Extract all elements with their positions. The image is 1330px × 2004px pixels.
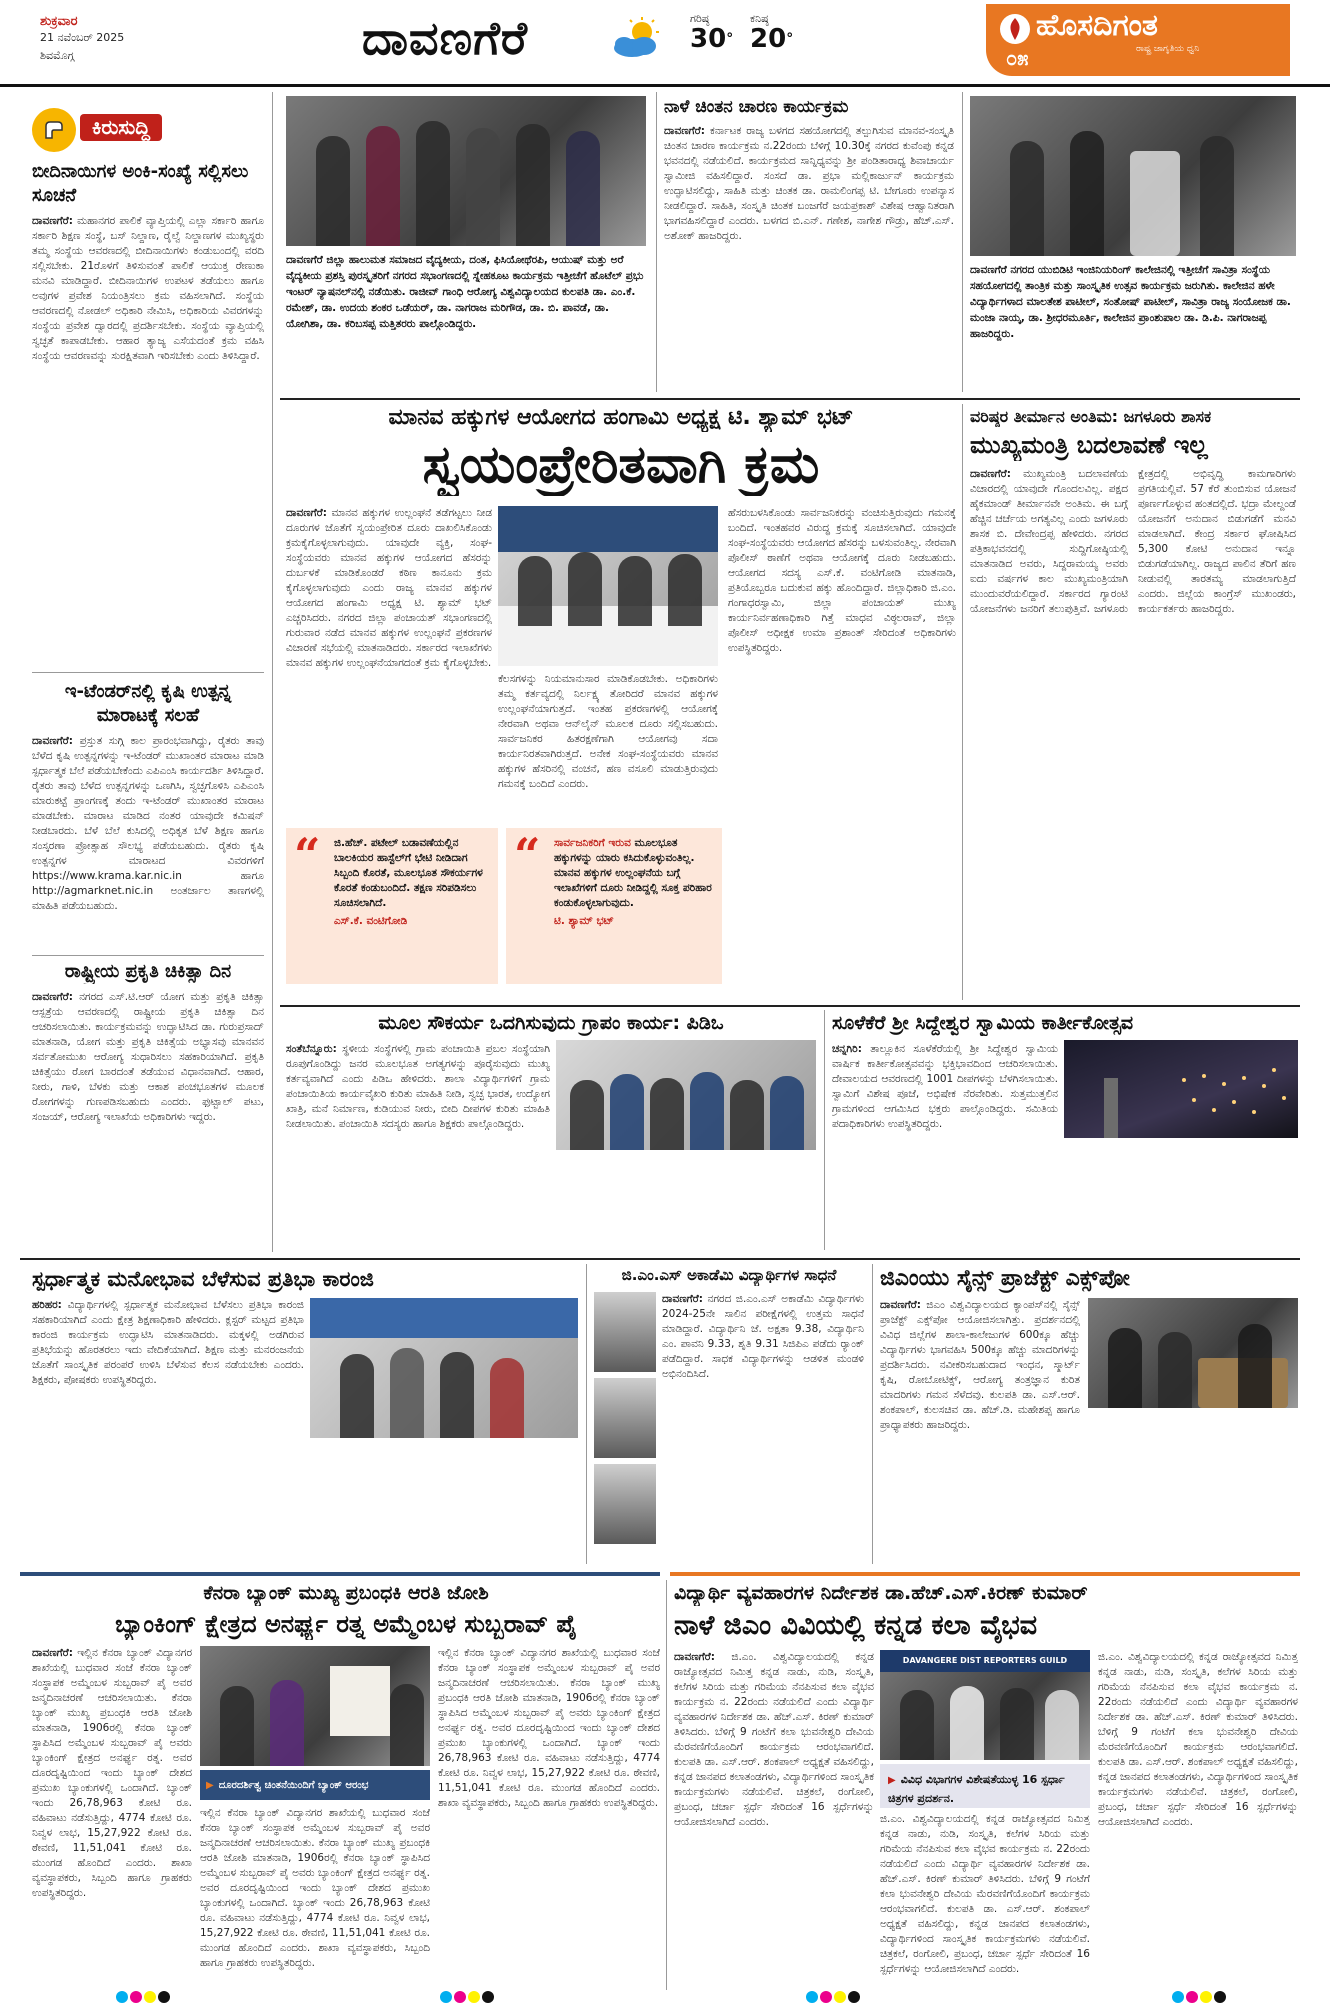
reg-dot	[1200, 1991, 1212, 2003]
logo-emblem-icon	[1000, 14, 1030, 44]
max-temp-label: ಗರಿಷ್ಠ	[690, 12, 710, 25]
brief-naturopathy-headline: ರಾಷ್ಟ್ರೀಯ ಪ್ರಕೃತಿ ಚಿಕಿತ್ಸಾ ದಿನ	[64, 961, 232, 982]
masthead-date-block	[40, 14, 240, 63]
max-temp-degree: °	[726, 31, 734, 47]
karthikotsava-dateline: ಚನ್ನಗಿರಿ:	[832, 1043, 862, 1055]
photo-ubdt-fest	[970, 96, 1296, 256]
max-temp-block	[690, 12, 750, 52]
story-chintana-charana	[664, 96, 954, 392]
kirusuddi-badge	[32, 108, 204, 152]
play-triangle-icon: ▶	[206, 1780, 214, 1791]
min-temp-block	[750, 12, 810, 52]
pinch-hand-icon	[32, 108, 76, 152]
divider	[32, 955, 264, 956]
reg-dot	[820, 1991, 832, 2003]
lead-body-col3: ಹೆಸರುಬಳಸಿಕೊಂಡು ಸಾರ್ವಜನಿಕರನ್ನು ವಂಚಿಸುತ್ತಿರುವುದು ಗಮನಕ್ಕೆ ಬಂದಿದೆ. ಇಂತಹವರ ವಿರುದ್ಧ ಕ್ರಮಕ್ಕೆ ಸೂಚಿಸಲಾಗಿದೆ. ಯಾವುದೇ ಸಂಘ-ಸಂಸ್ಥೆಯವರು ಆಯೋಗದ ಹೆಸರನ್ನು ಬಳಸುವಂತಿಲ್ಲ. ನೇರವಾಗಿ ಪೊಲೀಸ್ ಠಾಣೆಗೆ ಅಥವಾ ಆಯೋಗಕ್ಕೆ ದೂರು ನೀಡಬಹುದು. ಆಯೋಗದ ಸದಸ್ಯ ಎಸ್.ಕೆ. ವಂಟಿಗೋಡಿ ಮಾತನಾಡಿ, ಪ್ರತಿಯೊಬ್ಬರೂ ಬದುಕುವ ಹಕ್ಕು ಹೊಂದಿದ್ದಾರೆ. ಜಿಲ್ಲಾಧಿಕಾರಿ ಜಿ.ಎಂ. ಗಂಗಾಧರಸ್ವಾಮಿ, ಜಿಲ್ಲಾ ಪಂಚಾಯತ್ ಮುಖ್ಯ ಕಾರ್ಯನಿರ್ವಹಣಾಧಿಕಾರಿ ಗಿತ್ತೆ ಮಾಧವ ವಿಠ್ಠಲರಾವ್, ಜಿಲ್ಲಾ ಪೊಲೀಸ್ ಅಧೀಕ್ಷಕ ಉಮಾ ಪ್ರಶಾಂತ್ ಸೇರಿದಂತೆ ಅಧಿಕಾರಿಗಳು ಉಪಸ್ಥಿತರಿದ್ದರು.	[728, 507, 956, 654]
divider	[32, 672, 264, 673]
pdo-dateline: ಸಂತೆಬೆನ್ನೂರು:	[286, 1043, 337, 1055]
reg-dot	[848, 1991, 860, 2003]
chintana-headline: ನಾಳೆ ಚಿಂತನ ಚಾರಣ ಕಾರ್ಯಕ್ರಮ	[664, 97, 849, 117]
brief-stray-dogs-dateline: ದಾವಣಗೆರೆ:	[32, 215, 73, 227]
reg-dot	[440, 1991, 452, 2003]
paper-logo	[986, 4, 1290, 76]
brief-e-tender-body: ಪ್ರಸ್ತುತ ಸುಗ್ಗಿ ಕಾಲ ಪ್ರಾರಂಭವಾಗಿದ್ದು, ರೈತರು ತಾವು ಬೆಳೆದ ಕೃಷಿ ಉತ್ಪನ್ನಗಳನ್ನು ಇ-ಟೆಂಡರ್ ಮುಖಾಂತರ ಮಾರಾಟ ಮಾಡಿ ಸ್ಪರ್ಧಾತ್ಮಕ ಬೆಲೆ ಪಡೆಯಬೇಕೆಂದು ಎಪಿಎಂಸಿ ಕಾರ್ಯದರ್ಶಿ ತಿಳಿಸಿದ್ದಾರೆ. ರೈತರು ತಾವು ಬೆಳೆದ ಉತ್ಪನ್ನಗಳನ್ನು ಒಣಗಿಸಿ, ಸ್ವಚ್ಛಗೊಳಿಸಿ ಎಪಿಎಂಸಿ ಮಾರುಕಟ್ಟೆ ಪ್ರಾಂಗಣಕ್ಕೆ ತಂದು ಇ-ಟೆಂಡರ್ ಮುಖಾಂತರ ಮಾರಾಟ ಮಾಡಬೇಕು. ಮಾರಾಟ ಮಾಡಿದ ನಂತರ ಯಾವುದೇ ಕಮಿಷನ್ ನೀಡಬಾರದು. ಬೆಳೆ ಬೆಲೆ ಕುಸಿದಲ್ಲಿ ಅಧಿಕೃತ ಬೆಳೆ ಶಿಕ್ಷಣ ಹಾಗೂ ಸಂಸ್ಕರಣಾ ಪ್ರೋತ್ಸಾಹ ಸೌಲಭ್ಯ ಪಡೆಯಬಹುದು. ರೈತರು ಕೃಷಿ ಉತ್ಪನ್ನಗಳ ಮಾರಾಟದ ವಿವರಗಳಿಗೆ https://www.krama.kar.nic.in ಹಾಗೂ http://agmarknet.nic.in ಅಂತರ್ಜಾಲ ತಾಣಗಳಲ್ಲಿ ಮಾಹಿತಿ ಪಡೆಯಬಹುದು.	[32, 735, 264, 912]
photo-pratibha-karanji	[310, 1298, 578, 1438]
column-divider	[272, 92, 273, 1252]
min-temp-value: 20	[750, 24, 787, 54]
expo-body: ಜಿಎಂ ವಿಶ್ವವಿದ್ಯಾಲಯದ ಕ್ಯಾಂಪಸ್‌ನಲ್ಲಿ ಸೈನ್ಸ್ ಪ್ರಾಜೆಕ್ಟ್ ಎಕ್ಸ್‌ಪೋ ಆಯೋಜಿಸಲಾಗಿತ್ತು. ಪ್ರದರ್ಶನದಲ್ಲಿ ವಿವಿಧ ಜಿಲ್ಲೆಗಳ ಶಾಲಾ-ಕಾಲೇಜುಗಳ 600ಕ್ಕೂ ಹೆಚ್ಚು ವಿದ್ಯಾರ್ಥಿಗಳು ಭಾಗವಹಿಸಿ 500ಕ್ಕೂ ಹೆಚ್ಚು ಮಾದರಿಗಳನ್ನು ಪ್ರದರ್ಶಿಸಿದರು. ನವೀಕರಿಸಬಹುದಾದ ಇಂಧನ, ಸ್ಮಾರ್ಟ್ ಕೃಷಿ, ರೋಬೋಟಿಕ್ಸ್, ಆರೋಗ್ಯ ತಂತ್ರಜ್ಞಾನ ಕುರಿತ ಮಾದರಿಗಳು ಗಮನ ಸೆಳೆದವು. ಕುಲಪತಿ ಡಾ. ಎಸ್.ಆರ್. ಶಂಕಪಾಲ್, ಕುಲಸಚಿವ ಡಾ. ಹೆಚ್.ಡಿ. ಮಹೇಶಪ್ಪ ಹಾಗೂ ಪ್ರಾಧ್ಯಾಪಕರು ಹಾಜರಿದ್ದರು.	[880, 1299, 1080, 1431]
photo-press-meet	[880, 1650, 1090, 1760]
reg-dot	[806, 1991, 818, 2003]
registration-marks-left	[116, 1988, 172, 2004]
photo-pdo-students	[556, 1040, 816, 1150]
photo-canara-bank	[200, 1646, 430, 1766]
lead-body-col1: ಮಾನವ ಹಕ್ಕುಗಳ ಉಲ್ಲಂಘನೆ ತಡೆಗಟ್ಟಲು ನೀಡ ದೂರುಗಳ ಜೊತೆಗೆ ಸ್ವಯಂಪ್ರೇರಿತ ದೂರು ದಾಖಲಿಸಿಕೊಂಡು ಕ್ರಮಕೈಗೊಳ್ಳಲಾಗುವುದು. ಯಾವುದೇ ವ್ಯಕ್ತಿ, ಸಂಘ-ಸಂಸ್ಥೆಯವರು ಮಾನವ ಹಕ್ಕುಗಳ ಆಯೋಗದ ಹೆಸರನ್ನು ದುರ್ಬಳಕೆ ಮಾಡಿಕೊಂಡರೆ ಕಠಿಣ ಕಾನೂನು ಕ್ರಮ ಕೈಗೊಳ್ಳಲಾಗುವುದು ಎಂದು ರಾಜ್ಯ ಮಾನವ ಹಕ್ಕುಗಳ ಆಯೋಗದ ಹಂಗಾಮಿ ಅಧ್ಯಕ್ಷ ಟಿ. ಶ್ಯಾಮ್ ಭಟ್ ಎಚ್ಚರಿಸಿದರು. ನಗರದ ಜಿಲ್ಲಾ ಪಂಚಾಯತ್ ಸಭಾಂಗಣದಲ್ಲಿ ಗುರುವಾರ ನಡೆದ ಮಾನವ ಹಕ್ಕುಗಳ ಉಲ್ಲಂಘನೆ ಪ್ರಕರಣಗಳ ವಿಚಾರಣೆ ಸಭೆಯಲ್ಲಿ ಮಾತನಾಡಿದರು. ಸರ್ಕಾರದ ಇಲಾಖೆಗಳು ಮಾನವ ಹಕ್ಕುಗಳ ಉಲ್ಲಂಘನೆಯಾಗದಂತೆ ಕ್ರಮ ಕೈಗೊಳ್ಳಬೇಕು.	[286, 507, 492, 669]
reg-dot	[482, 1991, 494, 2003]
section-rule	[280, 1005, 1300, 1007]
caption-medical-felicitation: ದಾವಣಗೆರೆ ಜಿಲ್ಲಾ ಹಾಲುಮತ ಸಮಾಜದ ವೈದ್ಯಕೀಯ, ದಂತ, ಫಿಸಿಯೋಥೆರಪಿ, ಆಯುಷ್ ಮತ್ತು ಅರೆ ವೈದ್ಯಕೀಯ ಪ್ರಶಸ್ತಿ ಪುರಸ್ಕೃತರಿಗೆ ನಗರದ ಸಭಾಂಗಣದಲ್ಲಿ ಸ್ನೇಹಕೂಟ ಕಾರ್ಯಕ್ರಮ ಇತ್ತೀಚೆಗೆ ಹೊಟೆಲ್ ಪ್ರಭು ಇಂಟರ್ ನ್ಯಾಷನಲ್‌ನಲ್ಲಿ ನಡೆಯಿತು. ರಾಜೀವ್ ಗಾಂಧಿ ಆರೋಗ್ಯ ವಿಶ್ವವಿದ್ಯಾಲಯದ ಕುಲಪತಿ ಡಾ. ಎಂ.ಕೆ. ರಮೇಶ್, ಡಾ. ಉದಯ ಶಂಕರ ಒಡೆಯರ್, ಡಾ. ನಾಗರಾಜ ಮರಿಗೌಡ, ಡಾ. ಬಿ. ಪಾವಡೆ, ಡಾ. ಯೋಗಿಶಾ, ಡಾ. ಕರಿಬಸಪ್ಪ ಮತ್ತಿತರರು ಪಾಲ್ಗೊಂಡಿದ್ದರು.	[286, 254, 644, 330]
section-rule	[20, 1572, 660, 1576]
lead-headline: ಸ್ವಯಂಪ್ರೇರಿತವಾಗಿ ಕ್ರಮ	[422, 435, 820, 495]
brief-e-tender	[32, 680, 264, 950]
registration-marks-right	[1172, 1988, 1228, 2004]
chintana-body: ಕರ್ನಾಟಕ ರಾಜ್ಯ ಬಳಗದ ಸಹಯೋಗದಲ್ಲಿ ತಲ್ಪುಗಿಸುವ ಮಾನವ-ಸಂಸ್ಕೃತಿ ಚಿಂತನ ಚಾರಣ ಕಾರ್ಯಕ್ರಮ ನ.22ರಂದು ಬೆಳಿಗ್ಗೆ 10.30ಕ್ಕೆ ನಗರದ ಕುವೆಂಪು ಕನ್ನಡ ಭವನದಲ್ಲಿ ನಡೆಯಲಿದೆ. ಕಾರ್ಯಕ್ರಮದ ಸಾನ್ನಿಧ್ಯವನ್ನು ಶ್ರೀ ಪಂಡಿತಾರಾಧ್ಯ ಶಿವಾಚಾರ್ಯ ಸ್ವಾಮೀಜಿ ವಹಿಸಲಿದ್ದಾರೆ. ಸಂಸದೆ ಡಾ. ಪ್ರಭಾ ಮಲ್ಲಿಕಾರ್ಜುನ್ ಕಾರ್ಯಕ್ರಮ ಉದ್ಘಾಟಿಸಲಿದ್ದು, ಸಾಹಿತಿ ಮತ್ತು ಚಿಂತಕ ಡಾ. ರಾಮಲಿಂಗಪ್ಪ ಟಿ. ಬೇಗೂರು ಉಪನ್ಯಾಸ ನೀಡಲಿದ್ದಾರೆ. ಸಾಹಿತಿ, ಸಂಸ್ಕೃತಿ ಚಿಂತಕ ಬಂಜಗೆರೆ ಜಯಪ್ರಕಾಶ್ ವಿಶೇಷ ಆಹ್ವಾನಿತರಾಗಿ ಭಾಗವಹಿಸಲಿದ್ದಾರೆ ಎಂದರು. ಬಳಗದ ಬಿ.ಎನ್. ಗಣೇಶ, ನಾಗೇಶ ಗೌಡ್ರು, ಹೆಚ್.ಎಸ್. ಅಶೋಕ್ ಹಾಜರಿದ್ದರು.	[664, 125, 954, 242]
quote-vantigodi-by: ಎಸ್.ಕೆ. ವಂಟಿಗೋಡಿ	[334, 915, 408, 927]
art-headline: ನಾಳೆ ಜಿಎಂ ವಿವಿಯಲ್ಲಿ ಕನ್ನಡ ಕಲಾ ವೈಭವ	[674, 1610, 1038, 1641]
bank-dateline: ದಾವಣಗೆರೆ:	[32, 1647, 73, 1659]
brief-naturopathy	[32, 960, 264, 1250]
brief-stray-dogs-headline: ಬೀದಿನಾಯಿಗಳ ಅಂಕಿ-ಸಂಖ್ಯೆ ಸಲ್ಲಿಸಲು ಸೂಚನೆ	[32, 161, 249, 206]
pratibha-dateline: ಹರಿಹರ:	[32, 1299, 62, 1311]
quote-shyam-bhat-text: ಮೂಲಭೂತ ಹಕ್ಕುಗಳನ್ನು ಯಾರು ಕಸಿದುಕೊಳ್ಳುವಂತಿಲ್ಲ. ಮಾನವ ಹಕ್ಕುಗಳ ಉಲ್ಲಂಘನೆಯ ಬಗ್ಗೆ ಇಲಾಖೆಗಳಿಗೆ ದೂರು ನೀಡಿದ್ದಲ್ಲಿ ಸೂಕ್ತ ಪರಿಹಾರ ಕಂಡುಕೊಳ್ಳಲಾಗುವುದು.	[554, 837, 712, 909]
bank-sub-label	[200, 1770, 430, 1800]
quote-shyam-bhat-by: ಟಿ. ಶ್ಯಾಮ್ ಭಟ್	[554, 915, 614, 927]
partly-cloudy-icon	[608, 16, 664, 62]
quote-vantigodi	[286, 828, 498, 984]
pdo-headline: ಮೂಲ ಸೌಕರ್ಯ ಒದಗಿಸುವುದು ಗ್ರಾಪಂ ಕಾರ್ಯ: ಪಿಡಿಒ	[378, 1012, 724, 1034]
art-sub-label	[880, 1764, 1090, 1808]
pratibha-body: ವಿದ್ಯಾರ್ಥಿಗಳಲ್ಲಿ ಸ್ಪರ್ಧಾತ್ಮಕ ಮನೋಭಾವ ಬೆಳೆಸಲು ಪ್ರತಿಭಾ ಕಾರಂಜಿ ಸಹಕಾರಿಯಾಗಿದೆ ಎಂದು ಕ್ಷೇತ್ರ ಶಿಕ್ಷಣಾಧಿಕಾರಿ ಹೇಳಿದರು. ಕ್ಲಸ್ಟರ್ ಮಟ್ಟದ ಪ್ರತಿಭಾ ಕಾರಂಜಿ ಕಾರ್ಯಕ್ರಮ ಉದ್ಘಾಟಿಸಿ ಮಾತನಾಡಿದರು. ಮಕ್ಕಳಲ್ಲಿ ಅಡಗಿರುವ ಪ್ರತಿಭೆಯನ್ನು ಹೊರತರಲು ಇದು ವೇದಿಕೆಯಾಗಿದೆ. ಶಿಕ್ಷಣ ಮತ್ತು ಮನರಂಜನೆಯ ಜೊತೆಗೆ ಸಾಂಸ್ಕೃತಿಕ ಪರಂಪರೆ ಉಳಿಸಿ ಬೆಳೆಸುವ ಕೆಲಸ ನಡೆಯಬೇಕು ಎಂದರು. ಶಿಕ್ಷಕರು, ಪೋಷಕರು ಉಪಸ್ಥಿತರಿದ್ದರು.	[32, 1299, 304, 1386]
min-temp-degree: °	[786, 31, 794, 47]
brief-naturopathy-body: ನಗರದ ಎಸ್.ಟಿ.ಆರ್ ಯೋಗ ಮತ್ತು ಪ್ರಕೃತಿ ಚಿಕಿತ್ಸಾ ಆಸ್ಪತ್ರೆಯ ಆವರಣದಲ್ಲಿ ರಾಷ್ಟ್ರೀಯ ಪ್ರಕೃತಿ ಚಿಕಿತ್ಸಾ ದಿನ ಆಚರಿಸಲಾಯಿತು. ಕಾರ್ಯಕ್ರಮವನ್ನು ಉದ್ಘಾಟಿಸಿದ ಡಾ. ಗುರುಪ್ರಸಾದ್ ಮಾತನಾಡಿ, ಯೋಗ ಮತ್ತು ಪ್ರಕೃತಿ ಚಿಕಿತ್ಸೆಯ ಅಭ್ಯಾಸವು ಮಾನವನ ಸರ್ವತೋಮುಖ ಆರೋಗ್ಯ ಸುಧಾರಿಸಲು ಸಹಕಾರಿಯಾಗಿದೆ. ಪ್ರಕೃತಿ ಚಿಕಿತ್ಸೆಯು ರೋಗ ಬಾರದಂತೆ ತಡೆಯುವ ವಿಧಾನವಾಗಿದೆ. ಆಹಾರ, ನೀರು, ಗಾಳಿ, ಬೆಳಕು ಮತ್ತು ಆಕಾಶ ಪಂಚಭೂತಗಳ ಮೂಲಕ ರೋಗಗಳನ್ನು ಗುಣಪಡಿಸಬಹುದು ಎಂದರು. ಫುಟ್ಬಾಲ್ ಪಟು, ಸಂಜಯ್, ಆರೋಗ್ಯ ಇಲಾಖೆಯ ಅಧಿಕಾರಿಗಳು ಇದ್ದರು.	[32, 991, 264, 1123]
gms-body: ನಗರದ ಜಿ.ಎಂ.ಎಸ್ ಅಕಾಡೆಮಿ ವಿದ್ಯಾರ್ಥಿಗಳು 2024-25ನೇ ಸಾಲಿನ ಪರೀಕ್ಷೆಗಳಲ್ಲಿ ಉತ್ತಮ ಸಾಧನೆ ಮಾಡಿದ್ದಾರೆ. ವಿದ್ಯಾರ್ಥಿನಿ ಜೆ. ಅಕ್ಷತಾ 9.38, ವಿದ್ಯಾರ್ಥಿನಿ ಎಂ. ಪಾವನಿ 9.33, ಶೃತಿ 9.31 ಸಿಜಿಪಿಎ ಪಡೆದು ರ‍್ಯಾಂಕ್ ಪಡೆದಿದ್ದಾರೆ. ಸಾಧಕ ವಿದ್ಯಾರ್ಥಿಗಳನ್ನು ಆಡಳಿತ ಮಂಡಳಿ ಅಭಿನಂದಿಸಿದೆ.	[662, 1293, 864, 1380]
photo-human-rights-meeting	[498, 506, 718, 666]
lead-kicker: ಮಾನವ ಹಕ್ಕುಗಳ ಆಯೋಗದ ಹಂಗಾಮಿ ಅಧ್ಯಕ್ಷ ಟಿ. ಶ್ಯಾಮ್ ಭಟ್	[388, 405, 854, 430]
brief-stray-dogs	[32, 160, 264, 670]
column-divider	[962, 92, 963, 392]
column-divider	[586, 1264, 587, 1564]
reg-dot	[130, 1991, 142, 2003]
section-rule	[20, 1258, 1300, 1260]
brief-stray-dogs-body: ಮಹಾನಗರ ಪಾಲಿಕೆ ವ್ಯಾಪ್ತಿಯಲ್ಲಿ ಎಲ್ಲಾ ಸರ್ಕಾರಿ ಹಾಗೂ ಸರ್ಕಾರಿ ಶಿಕ್ಷಣ ಸಂಸ್ಥೆ, ಬಸ್ ನಿಲ್ದಾಣ, ರೈಲ್ವೆ ನಿಲ್ದಾಣಗಳ ಮುಖ್ಯಸ್ಥರು ತಮ್ಮ ಸಂಸ್ಥೆಯ ಆವರಣದಲ್ಲಿ ಬೀದಿನಾಯಿಗಳು ಕಂಡುಬಂದಲ್ಲಿ ವರದಿ ಸಲ್ಲಿಸಬೇಕು. 21ರೊಳಗೆ ತಿಳಿಸುವಂತೆ ಪಾಲಿಕೆ ಆಯುಕ್ತ ರೇಣುಕಾ ಮನವಿ ಮಾಡಿದ್ದಾರೆ. ಬೀದಿನಾಯಿಗಳ ಉಪಟಳ ತಡೆಯಲು ಹಾಗೂ ಅವುಗಳ ಪ್ರವೇಶ ನಿಯಂತ್ರಿಸಲು ಕ್ರಮ ವಹಿಸಲಾಗಿದೆ. ಸಂಸ್ಥೆಯ ಆವರಣದಲ್ಲಿ ನೋಡಲ್ ಅಧಿಕಾರಿ ನೇಮಿಸಿ, ಅಧಿಕಾರಿಯ ವಿವರಗಳನ್ನು ಸಂಸ್ಥೆಯ ಪ್ರವೇಶ ದ್ವಾರದಲ್ಲಿ ಪ್ರದರ್ಶಿಸಬೇಕು. ಸಂಸ್ಥೆಯ ವ್ಯಾಪ್ತಿಯಲ್ಲಿ ಸ್ವಚ್ಛತೆ ಕಾಪಾಡಬೇಕು. ಆಹಾರ ತ್ಯಾಜ್ಯ ಎಸೆಯದಂತೆ ಕ್ರಮ ವಹಿಸಿ ಸಂಸ್ಥೆಯ ಆವರಣವನ್ನು ಸುರಕ್ಷಿತವಾಗಿ ಇರಿಸಬೇಕು ಎಂದು ತಿಳಿಸಿದ್ದಾರೆ.	[32, 215, 264, 362]
bank-headline: ಬ್ಯಾಂಕಿಂಗ್ ಕ್ಷೇತ್ರದ ಅನರ್ಘ್ಯ ರತ್ನ ಅಮ್ಮೆಂಬಳ ಸುಬ್ಬರಾವ್ ಪೈ	[115, 1610, 577, 1638]
photo-student-3	[594, 1464, 656, 1544]
bank-body: ಇಲ್ಲಿನ ಕೆನರಾ ಬ್ಯಾಂಕ್ ವಿದ್ಯಾನಗರ ಶಾಖೆಯಲ್ಲಿ ಬುಧವಾರ ಸಂಜೆ ಕೆನರಾ ಬ್ಯಾಂಕ್ ಸಂಸ್ಥಾಪಕ ಅಮ್ಮೆಂಬಳ ಸುಬ್ಬರಾವ್ ಪೈ ಅವರ ಜನ್ಮದಿನಾಚರಣೆ ಆಚರಿಸಲಾಯಿತು. ಕೆನರಾ ಬ್ಯಾಂಕ್ ಮುಖ್ಯ ಪ್ರಬಂಧಕಿ ಆರತಿ ಜೋಶಿ ಮಾತನಾಡಿ, 1906ರಲ್ಲಿ ಕೆನರಾ ಬ್ಯಾಂಕ್ ಸ್ಥಾಪಿಸಿದ ಅಮ್ಮೆಂಬಳ ಸುಬ್ಬರಾವ್ ಪೈ ಅವರು ಬ್ಯಾಂಕಿಂಗ್ ಕ್ಷೇತ್ರದ ಅನರ್ಘ್ಯ ರತ್ನ. ಅವರ ದೂರದೃಷ್ಟಿಯಿಂದ ಇಂದು ಬ್ಯಾಂಕ್ ದೇಶದ ಪ್ರಮುಖ ಬ್ಯಾಂಕುಗಳಲ್ಲಿ ಒಂದಾಗಿದೆ. ಬ್ಯಾಂಕ್ ಇಂದು 26,78,963 ಕೋಟಿ ರೂ. ವಹಿವಾಟು ನಡೆಸುತ್ತಿದ್ದು, 4774 ಕೋಟಿ ರೂ. ನಿವ್ವಳ ಲಾಭ, 15,27,922 ಕೋಟಿ ರೂ. ಠೇವಣಿ, 11,51,041 ಕೋಟಿ ರೂ. ಮುಂಗಡ ಹೊಂದಿದೆ ಎಂದರು. ಶಾಖಾ ವ್ಯವಸ್ಥಾಪಕರು, ಸಿಬ್ಬಂದಿ ಹಾಗೂ ಗ್ರಾಹಕರು ಉಪಸ್ಥಿತರಿದ್ದರು.	[32, 1647, 192, 1899]
gms-headline: ಜಿ.ಎಂ.ಎಸ್ ಅಕಾಡೆಮಿ ವಿದ್ಯಾರ್ಥಿಗಳ ಸಾಧನೆ	[621, 1266, 837, 1284]
registration-marks-mid2	[806, 1988, 862, 2004]
masthead-date: 21 ನವೆಂಬರ್ 2025	[40, 31, 125, 44]
press-banner: DAVANGERE DIST REPORTERS GUILD	[880, 1650, 1090, 1672]
brief-e-tender-dateline: ದಾವಣಗೆರೆ:	[32, 735, 73, 747]
art-body: ಜಿ.ಎಂ. ವಿಶ್ವವಿದ್ಯಾಲಯದಲ್ಲಿ ಕನ್ನಡ ರಾಜ್ಯೋತ್ಸವದ ನಿಮಿತ್ತ ಕನ್ನಡ ನಾಡು, ನುಡಿ, ಸಂಸ್ಕೃತಿ, ಕಲೆಗಳ ಸಿರಿಯ ಮತ್ತು ಗರಿಮೆಯ ನೆನಪಿಸುವ ಕಲಾ ವೈಭವ ಕಾರ್ಯಕ್ರಮ ನ. 22ರಂದು ನಡೆಯಲಿದೆ ಎಂದು ವಿದ್ಯಾರ್ಥಿ ವ್ಯವಹಾರಗಳ ನಿರ್ದೇಶಕ ಡಾ. ಹೆಚ್.ಎಸ್. ಕಿರಣ್ ಕುಮಾರ್ ತಿಳಿಸಿದರು. ಬೆಳಿಗ್ಗೆ 9 ಗಂಟೆಗೆ ಕಲಾ ಭುವನೇಶ್ವರಿ ದೇವಿಯ ಮೆರವಣಿಗೆಯೊಂದಿಗೆ ಕಾರ್ಯಕ್ರಮ ಆರಂಭವಾಗಲಿದೆ. ಕುಲಪತಿ ಡಾ. ಎಸ್.ಆರ್. ಶಂಕಪಾಲ್ ಅಧ್ಯಕ್ಷತೆ ವಹಿಸಲಿದ್ದು, ಕನ್ನಡ ಜಾನಪದ ಕಲಾತಂಡಗಳು, ವಿದ್ಯಾರ್ಥಿಗಳಿಂದ ಸಾಂಸ್ಕೃತಿಕ ಕಾರ್ಯಕ್ರಮಗಳು ನಡೆಯಲಿವೆ. ಚಿತ್ರಕಲೆ, ರಂಗೋಲಿ, ಪ್ರಬಂಧ, ಚರ್ಚಾ ಸ್ಪರ್ಧೆ ಸೇರಿದಂತೆ 16 ಸ್ಪರ್ಧೆಗಳನ್ನು ಆಯೋಜಿಸಲಾಗಿದೆ ಎಂದರು.	[674, 1651, 874, 1828]
cm-body: ಮುಖ್ಯಮಂತ್ರಿ ಬದಲಾವಣೆಯ ವಿಚಾರದಲ್ಲಿ ಯಾವುದೇ ಗೊಂದಲವಿಲ್ಲ. ಪಕ್ಷದ ಹೈಕಮಾಂಡ್ ತೀರ್ಮಾನವೇ ಅಂತಿಮ. ಈ ಬಗ್ಗೆ ಹೆಚ್ಚಿನ ಚರ್ಚೆಯ ಅಗತ್ಯವಿಲ್ಲ ಎಂದು ಜಗಳೂರು ಶಾಸಕ ಬಿ. ದೇವೇಂದ್ರಪ್ಪ ಹೇಳಿದರು. ನಗರದ ಪತ್ರಿಕಾಭವನದಲ್ಲಿ ಸುದ್ದಿಗೋಷ್ಠಿಯಲ್ಲಿ ಮಾತನಾಡಿದ ಅವರು, ಸಿದ್ದರಾಮಯ್ಯ ಅವರು ಐದು ವರ್ಷಗಳ ಕಾಲ ಮುಖ್ಯಮಂತ್ರಿಯಾಗಿ ಮುಂದುವರೆಯಲಿದ್ದಾರೆ. ಸರ್ಕಾರದ ಗ್ಯಾರಂಟಿ ಯೋಜನೆಗಳು ಜನರಿಗೆ ತಲುಪುತ್ತಿವೆ. ಜಗಳೂರು ಕ್ಷೇತ್ರದಲ್ಲಿ ಅಭಿವೃದ್ಧಿ ಕಾಮಗಾರಿಗಳು ಪ್ರಗತಿಯಲ್ಲಿವೆ. 57 ಕೆರೆ ತುಂಬಿಸುವ ಯೋಜನೆ ಪೂರ್ಣಗೊಳ್ಳುವ ಹಂತದಲ್ಲಿದೆ. ಭದ್ರಾ ಮೇಲ್ದಂಡೆ ಯೋಜನೆಗೆ ಅನುದಾನ ಬಿಡುಗಡೆಗೆ ಮನವಿ ಮಾಡಲಾಗಿದೆ. ಕೇಂದ್ರ ಸರ್ಕಾರ ಘೋಷಿಸಿದ 5,300 ಕೋಟಿ ಅನುದಾನ ಇನ್ನೂ ಬಿಡುಗಡೆಯಾಗಿಲ್ಲ. ರಾಜ್ಯದ ಪಾಲಿನ ತೆರಿಗೆ ಹಣ ನೀಡುವಲ್ಲಿ ತಾರತಮ್ಯ ಮಾಡಲಾಗುತ್ತಿದೆ ಎಂದರು. ಜಿಲ್ಲೆಯ ಕಾಂಗ್ರೆಸ್ ಮುಖಂಡರು, ಕಾರ್ಯಕರ್ತರು ಹಾಜರಿದ್ದರು.	[970, 468, 1296, 615]
expo-dateline: ದಾವಣಗೆರೆ:	[880, 1299, 921, 1311]
pratibha-headline: ಸ್ಪರ್ಧಾತ್ಮಕ ಮನೋಭಾವ ಬೆಳೆಸುವ ಪ್ರತಿಭಾ ಕಾರಂಜಿ	[32, 1267, 374, 1291]
photo-karthikotsava-lamps	[1064, 1040, 1298, 1138]
quote-vantigodi-text: ಜಿ.ಹೆಚ್. ಪಟೇಲ್ ಬಡಾವಣೆಯಲ್ಲಿನ ಬಾಲಕಿಯರ ಹಾಸ್ಟೆಲ್‌ಗೆ ಭೇಟಿ ನೀಡಿದಾಗ ಸಿಬ್ಬಂದಿ ಕೊರತೆ, ಮೂಲಭೂತ ಸೌಕರ್ಯಗಳ ಕೊರತೆ ಕಂಡುಬಂದಿದೆ. ತಕ್ಷಣ ಸರಿಪಡಿಸಲು ಸೂಚಿಸಲಾಗಿದೆ.	[334, 837, 483, 909]
quote-shyam-bhat-label: ಸಾರ್ವಜನಿಕರಿಗೆ ಇರುವ	[554, 837, 631, 849]
masthead	[0, 0, 1330, 86]
quote-mark-icon: “	[294, 828, 321, 882]
cm-headline: ಮುಖ್ಯಮಂತ್ರಿ ಬದಲಾವಣೆ ಇಲ್ಲ	[970, 431, 1208, 459]
section-rule	[280, 398, 1300, 400]
reg-dot	[144, 1991, 156, 2003]
kirusuddi-label: ಕಿರುಸುದ್ದಿ	[80, 114, 162, 141]
column-divider	[824, 1010, 825, 1250]
cm-dateline: ದಾವಣಗೆರೆ:	[970, 468, 1011, 480]
karthikotsava-headline: ಸೂಳೆಕೆರೆ ಶ್ರೀ ಸಿದ್ದೇಶ್ವರ ಸ್ವಾಮಿಯ ಕಾರ್ತೀಕೋತ್ಸವ	[832, 1012, 1134, 1034]
column-divider	[656, 92, 657, 392]
art-kicker: ವಿದ್ಯಾರ್ಥಿ ವ್ಯವಹಾರಗಳ ನಿರ್ದೇಶಕ ಡಾ.ಹೆಚ್.ಎಸ್.ಕಿರಣ್ ಕುಮಾರ್	[674, 1582, 1088, 1604]
masthead-rule	[0, 84, 1330, 87]
reg-dot	[834, 1991, 846, 2003]
registration-marks-mid1	[440, 1988, 496, 2004]
masthead-place: ಶಿವಮೊಗ್ಗ	[40, 49, 75, 62]
reg-dot	[1214, 1991, 1226, 2003]
column-divider	[962, 404, 963, 1000]
bank-body-col3: ಇಲ್ಲಿನ ಕೆನರಾ ಬ್ಯಾಂಕ್ ವಿದ್ಯಾನಗರ ಶಾಖೆಯಲ್ಲಿ ಬುಧವಾರ ಸಂಜೆ ಕೆನರಾ ಬ್ಯಾಂಕ್ ಸಂಸ್ಥಾಪಕ ಅಮ್ಮೆಂಬಳ ಸುಬ್ಬರಾವ್ ಪೈ ಅವರ ಜನ್ಮದಿನಾಚರಣೆ ಆಚರಿಸಲಾಯಿತು. ಕೆನರಾ ಬ್ಯಾಂಕ್ ಮುಖ್ಯ ಪ್ರಬಂಧಕಿ ಆರತಿ ಜೋಶಿ ಮಾತನಾಡಿ, 1906ರಲ್ಲಿ ಕೆನರಾ ಬ್ಯಾಂಕ್ ಸ್ಥಾಪಿಸಿದ ಅಮ್ಮೆಂಬಳ ಸುಬ್ಬರಾವ್ ಪೈ ಅವರು ಬ್ಯಾಂಕಿಂಗ್ ಕ್ಷೇತ್ರದ ಅನರ್ಘ್ಯ ರತ್ನ. ಅವರ ದೂರದೃಷ್ಟಿಯಿಂದ ಇಂದು ಬ್ಯಾಂಕ್ ದೇಶದ ಪ್ರಮುಖ ಬ್ಯಾಂಕುಗಳಲ್ಲಿ ಒಂದಾಗಿದೆ. ಬ್ಯಾಂಕ್ ಇಂದು 26,78,963 ಕೋಟಿ ರೂ. ವಹಿವಾಟು ನಡೆಸುತ್ತಿದ್ದು, 4774 ಕೋಟಿ ರೂ. ನಿವ್ವಳ ಲಾಭ, 15,27,922 ಕೋಟಿ ರೂ. ಠೇವಣಿ, 11,51,041 ಕೋಟಿ ರೂ. ಮುಂಗಡ ಹೊಂದಿದೆ ಎಂದರು. ಶಾಖಾ ವ್ಯವಸ್ಥಾಪಕರು, ಸಿಬ್ಬಂದಿ ಹಾಗೂ ಗ್ರಾಹಕರು ಉಪಸ್ಥಿತರಿದ್ದರು.	[438, 1647, 660, 1809]
reg-dot	[1186, 1991, 1198, 2003]
story-cm-change	[970, 406, 1296, 1002]
min-temp-label: ಕನಿಷ್ಠ	[750, 12, 769, 25]
quote-shyam-bhat	[506, 828, 722, 984]
pdo-body: ಸ್ಥಳೀಯ ಸಂಸ್ಥೆಗಳಲ್ಲಿ ಗ್ರಾಮ ಪಂಚಾಯಿತಿ ಪ್ರಬಲ ಸಂಸ್ಥೆಯಾಗಿ ರೂಪುಗೊಂಡಿದ್ದು ಜನರ ಮೂಲಭೂತ ಅಗತ್ಯಗಳನ್ನು ಪೂರೈಸುವುದು ಮುಖ್ಯ ಕರ್ತವ್ಯವಾಗಿದೆ ಎಂದು ಪಿಡಿಒ ಹೇಳಿದರು. ಶಾಲಾ ವಿದ್ಯಾರ್ಥಿಗಳಿಗೆ ಗ್ರಾಮ ಪಂಚಾಯಿತಿಯ ಕಾರ್ಯವೈಖರಿ ಕುರಿತು ಮಾಹಿತಿ ನೀಡಿ, ಸ್ವಚ್ಛ ಭಾರತ, ಉದ್ಯೋಗ ಖಾತ್ರಿ, ಮನೆ ನಿರ್ಮಾಣ, ಕುಡಿಯುವ ನೀರು, ಬೀದಿ ದೀಪಗಳ ಕುರಿತು ಮಾಹಿತಿ ನೀಡಲಾಯಿತು. ಪಂಚಾಯಿತಿ ಸದಸ್ಯರು ಹಾಗೂ ಶಿಕ್ಷಕರು ಪಾಲ್ಗೊಂಡಿದ್ದರು.	[286, 1043, 550, 1130]
paper-name: ಹೊಸದಿಗಂತ	[1036, 10, 1158, 42]
caption-ubdt-fest: ದಾವಣಗೆರೆ ನಗರದ ಯುಬಿಡಿಟಿ ಇಂಜಿನಿಯರಿಂಗ್ ಕಾಲೇಜಿನಲ್ಲಿ ಇತ್ತೀಚೆಗೆ ಸಾವಿತ್ರಾ ಸಂಸ್ಥೆಯ ಸಹಯೋಗದಲ್ಲಿ ತಾಂತ್ರಿಕ ಮತ್ತು ಸಾಂಸ್ಕೃತಿಕ ಉತ್ಸವ ಕಾರ್ಯಕ್ರಮ ಜರುಗಿತು. ಕಾಲೇಜಿನ ಹಳೇ ವಿದ್ಯಾರ್ಥಿಗಳಾದ ಮಾಲತೇಶ ಪಾಟೀಲ್, ಸಂತೋಷ್ ಪಾಟೀಲ್, ಸಾವಿತ್ರಾ ರಾಜ್ಯ ಸಂಯೋಜಕ ಡಾ. ಮಂಜಾ ನಾಯ್ಕ, ಡಾ. ಶ್ರೀಧರಮೂರ್ತಿ, ಕಾಲೇಜಿನ ಪ್ರಾಂಶುಪಾಲ ಡಾ. ಡಿ.ಪಿ. ನಾಗರಾಜಪ್ಪ ಹಾಜರಿದ್ದರು.	[970, 264, 1291, 340]
photo-science-expo	[1088, 1298, 1298, 1408]
photo-student-2	[594, 1378, 656, 1458]
cm-kicker: ವರಿಷ್ಠರ ತೀರ್ಮಾನ ಅಂತಿಮ: ಜಗಳೂರು ಶಾಸಕ	[970, 407, 1212, 426]
bank-body-cont: ಇಲ್ಲಿನ ಕೆನರಾ ಬ್ಯಾಂಕ್ ವಿದ್ಯಾನಗರ ಶಾಖೆಯಲ್ಲಿ ಬುಧವಾರ ಸಂಜೆ ಕೆನರಾ ಬ್ಯಾಂಕ್ ಸಂಸ್ಥಾಪಕ ಅಮ್ಮೆಂಬಳ ಸುಬ್ಬರಾವ್ ಪೈ ಅವರ ಜನ್ಮದಿನಾಚರಣೆ ಆಚರಿಸಲಾಯಿತು. ಕೆನರಾ ಬ್ಯಾಂಕ್ ಮುಖ್ಯ ಪ್ರಬಂಧಕಿ ಆರತಿ ಜೋಶಿ ಮಾತನಾಡಿ, 1906ರಲ್ಲಿ ಕೆನರಾ ಬ್ಯಾಂಕ್ ಸ್ಥಾಪಿಸಿದ ಅಮ್ಮೆಂಬಳ ಸುಬ್ಬರಾವ್ ಪೈ ಅವರು ಬ್ಯಾಂಕಿಂಗ್ ಕ್ಷೇತ್ರದ ಅನರ್ಘ್ಯ ರತ್ನ. ಅವರ ದೂರದೃಷ್ಟಿಯಿಂದ ಇಂದು ಬ್ಯಾಂಕ್ ದೇಶದ ಪ್ರಮುಖ ಬ್ಯಾಂಕುಗಳಲ್ಲಿ ಒಂದಾಗಿದೆ. ಬ್ಯಾಂಕ್ ಇಂದು 26,78,963 ಕೋಟಿ ರೂ. ವಹಿವಾಟು ನಡೆಸುತ್ತಿದ್ದು, 4774 ಕೋಟಿ ರೂ. ನಿವ್ವಳ ಲಾಭ, 15,27,922 ಕೋಟಿ ರೂ. ಠೇವಣಿ, 11,51,041 ಕೋಟಿ ರೂ. ಮುಂಗಡ ಹೊಂದಿದೆ ಎಂದರು. ಶಾಖಾ ವ್ಯವಸ್ಥಾಪಕರು, ಸಿಬ್ಬಂದಿ ಹಾಗೂ ಗ್ರಾಹಕರು ಉಪಸ್ಥಿತರಿದ್ದರು.	[200, 1807, 430, 1969]
paper-tagline: ರಾಷ್ಟ್ರ ಜಾಗೃತಿಯ ಧ್ವನಿ	[1136, 44, 1200, 54]
column-divider	[666, 1580, 667, 1990]
chintana-dateline: ದಾವಣಗೆರೆ:	[664, 125, 705, 137]
karthikotsava-body: ತಾಲ್ಲೂಕಿನ ಸೂಳೆಕೆರೆಯಲ್ಲಿ ಶ್ರೀ ಸಿದ್ದೇಶ್ವರ ಸ್ವಾಮಿಯ ವಾರ್ಷಿಕ ಕಾರ್ತೀಕೋತ್ಸವವನ್ನು ಭಕ್ತಿಭಾವದಿಂದ ಆಚರಿಸಲಾಯಿತು. ದೇವಾಲಯದ ಆವರಣದಲ್ಲಿ 1001 ದೀಪಗಳನ್ನು ಬೆಳಗಿಸಲಾಯಿತು. ಸ್ವಾಮಿಗೆ ವಿಶೇಷ ಪೂಜೆ, ಅಭಿಷೇಕ ನೆರವೇರಿತು. ಸುತ್ತಮುತ್ತಲಿನ ಗ್ರಾಮಗಳಿಂದ ಆಗಮಿಸಿದ ಭಕ್ತರು ಪಾಲ್ಗೊಂಡಿದ್ದರು. ಸಮಿತಿಯ ಪದಾಧಿಕಾರಿಗಳು ಉಪಸ್ಥಿತರಿದ್ದರು.	[832, 1043, 1058, 1130]
section-rule	[670, 1572, 1300, 1576]
art-body-cont: ಜಿ.ಎಂ. ವಿಶ್ವವಿದ್ಯಾಲಯದಲ್ಲಿ ಕನ್ನಡ ರಾಜ್ಯೋತ್ಸವದ ನಿಮಿತ್ತ ಕನ್ನಡ ನಾಡು, ನುಡಿ, ಸಂಸ್ಕೃತಿ, ಕಲೆಗಳ ಸಿರಿಯ ಮತ್ತು ಗರಿಮೆಯ ನೆನಪಿಸುವ ಕಲಾ ವೈಭವ ಕಾರ್ಯಕ್ರಮ ನ. 22ರಂದು ನಡೆಯಲಿದೆ ಎಂದು ವಿದ್ಯಾರ್ಥಿ ವ್ಯವಹಾರಗಳ ನಿರ್ದೇಶಕ ಡಾ. ಹೆಚ್.ಎಸ್. ಕಿರಣ್ ಕುಮಾರ್ ತಿಳಿಸಿದರು. ಬೆಳಿಗ್ಗೆ 9 ಗಂಟೆಗೆ ಕಲಾ ಭುವನೇಶ್ವರಿ ದೇವಿಯ ಮೆರವಣಿಗೆಯೊಂದಿಗೆ ಕಾರ್ಯಕ್ರಮ ಆರಂಭವಾಗಲಿದೆ. ಕುಲಪತಿ ಡಾ. ಎಸ್.ಆರ್. ಶಂಕಪಾಲ್ ಅಧ್ಯಕ್ಷತೆ ವಹಿಸಲಿದ್ದು, ಕನ್ನಡ ಜಾನಪದ ಕಲಾತಂಡಗಳು, ವಿದ್ಯಾರ್ಥಿಗಳಿಂದ ಸಾಂಸ್ಕೃತಿಕ ಕಾರ್ಯಕ್ರಮಗಳು ನಡೆಯಲಿವೆ. ಚಿತ್ರಕಲೆ, ರಂಗೋಲಿ, ಪ್ರಬಂಧ, ಚರ್ಚಾ ಸ್ಪರ್ಧೆ ಸೇರಿದಂತೆ 16 ಸ್ಪರ್ಧೆಗಳನ್ನು ಆಯೋಜಿಸಲಾಗಿದೆ ಎಂದರು.	[880, 1813, 1090, 1975]
lead-dateline: ದಾವಣಗೆರೆ:	[286, 507, 327, 519]
expo-headline: ಜಿಎಂಯು ಸೈನ್ಸ್ ಪ್ರಾಜೆಕ್ಟ್ ಎಕ್ಸ್‌ಪೋ	[880, 1266, 1130, 1291]
reg-dot	[1172, 1991, 1184, 2003]
reg-dot	[468, 1991, 480, 2003]
reg-dot	[116, 1991, 128, 2003]
brief-naturopathy-dateline: ದಾವಣಗೆರೆ:	[32, 991, 73, 1003]
masthead-city-title: ದಾವಣಗೆರೆ	[362, 14, 528, 63]
photo-student-1	[594, 1292, 656, 1372]
play-triangle-icon: ▶	[888, 1775, 896, 1786]
masthead-day: ಶುಕ್ರವಾರ	[40, 14, 78, 29]
lead-body-col2: ಕೆಲಸಗಳನ್ನು ನಿಯಮಾನುಸಾರ ಮಾಡಿಕೊಡಬೇಕು. ಅಧಿಕಾರಿಗಳು ತಮ್ಮ ಕರ್ತವ್ಯದಲ್ಲಿ ನಿರ್ಲಕ್ಷ್ಯ ತೋರಿದರೆ ಮಾನವ ಹಕ್ಕುಗಳ ಉಲ್ಲಂಘನೆಯಾಗುತ್ತದೆ. ಇಂತಹ ಪ್ರಕರಣಗಳಲ್ಲಿ ಆಯೋಗಕ್ಕೆ ನೇರವಾಗಿ ಅಥವಾ ಆನ್‌ಲೈನ್ ಮೂಲಕ ದೂರು ಸಲ್ಲಿಸಬಹುದು. ಸಾರ್ವಜನಿಕರ ಹಿತರಕ್ಷಣೆಗಾಗಿ ಆಯೋಗವು ಸದಾ ಕಾರ್ಯನಿರತವಾಗಿರುತ್ತದೆ. ಅನೇಕ ಸಂಘ-ಸಂಸ್ಥೆಯವರು ಮಾನವ ಹಕ್ಕುಗಳ ಹೆಸರಿನಲ್ಲಿ ವಂಚನೆ, ಹಣ ವಸೂಲಿ ಮಾಡುತ್ತಿರುವುದು ಗಮನಕ್ಕೆ ಬಂದಿದೆ ಎಂದರು.	[498, 673, 718, 790]
art-sub-label-text: ವಿವಿಧ ವಿಭಾಗಗಳ ವಿಶೇಷತೆಯುಳ್ಳ 16 ಸ್ಪರ್ಧಾ ಚಿತ್ರಗಳ ಪ್ರದರ್ಶನ.	[888, 1773, 1065, 1805]
page-number: ೦೫	[1006, 48, 1029, 69]
gms-dateline: ದಾವಣಗೆರೆ:	[662, 1293, 703, 1305]
column-divider	[872, 1264, 873, 1564]
bank-sub-label-text: ದೂರದರ್ಶಿತ್ವ ಚಿಂತನೆಯಿಂದಿಗೆ ಬ್ಯಾಂಕ್ ಆರಂಭ	[218, 1780, 369, 1791]
brief-e-tender-headline: ಇ-ಟೆಂಡರ್‌ನಲ್ಲಿ ಕೃಷಿ ಉತ್ಪನ್ನ ಮಾರಾಟಕ್ಕೆ ಸಲಹೆ	[64, 681, 232, 726]
quote-mark-icon: “	[514, 828, 541, 882]
reg-dot	[158, 1991, 170, 2003]
art-body-col3: ಜಿ.ಎಂ. ವಿಶ್ವವಿದ್ಯಾಲಯದಲ್ಲಿ ಕನ್ನಡ ರಾಜ್ಯೋತ್ಸವದ ನಿಮಿತ್ತ ಕನ್ನಡ ನಾಡು, ನುಡಿ, ಸಂಸ್ಕೃತಿ, ಕಲೆಗಳ ಸಿರಿಯ ಮತ್ತು ಗರಿಮೆಯ ನೆನಪಿಸುವ ಕಲಾ ವೈಭವ ಕಾರ್ಯಕ್ರಮ ನ. 22ರಂದು ನಡೆಯಲಿದೆ ಎಂದು ವಿದ್ಯಾರ್ಥಿ ವ್ಯವಹಾರಗಳ ನಿರ್ದೇಶಕ ಡಾ. ಹೆಚ್.ಎಸ್. ಕಿರಣ್ ಕುಮಾರ್ ತಿಳಿಸಿದರು. ಬೆಳಿಗ್ಗೆ 9 ಗಂಟೆಗೆ ಕಲಾ ಭುವನೇಶ್ವರಿ ದೇವಿಯ ಮೆರವಣಿಗೆಯೊಂದಿಗೆ ಕಾರ್ಯಕ್ರಮ ಆರಂಭವಾಗಲಿದೆ. ಕುಲಪತಿ ಡಾ. ಎಸ್.ಆರ್. ಶಂಕಪಾಲ್ ಅಧ್ಯಕ್ಷತೆ ವಹಿಸಲಿದ್ದು, ಕನ್ನಡ ಜಾನಪದ ಕಲಾತಂಡಗಳು, ವಿದ್ಯಾರ್ಥಿಗಳಿಂದ ಸಾಂಸ್ಕೃತಿಕ ಕಾರ್ಯಕ್ರಮಗಳು ನಡೆಯಲಿವೆ. ಚಿತ್ರಕಲೆ, ರಂಗೋಲಿ, ಪ್ರಬಂಧ, ಚರ್ಚಾ ಸ್ಪರ್ಧೆ ಸೇರಿದಂತೆ 16 ಸ್ಪರ್ಧೆಗಳನ್ನು ಆಯೋಜಿಸಲಾಗಿದೆ ಎಂದರು.	[1098, 1651, 1298, 1828]
bank-kicker: ಕೆನರಾ ಬ್ಯಾಂಕ್ ಮುಖ್ಯ ಪ್ರಬಂಧಕಿ ಆರತಿ ಜೋಶಿ	[203, 1582, 489, 1604]
art-dateline: ದಾವಣಗೆರೆ:	[674, 1651, 715, 1663]
max-temp-value: 30	[690, 24, 727, 54]
reg-dot	[454, 1991, 466, 2003]
photo-medical-felicitation	[286, 96, 646, 246]
